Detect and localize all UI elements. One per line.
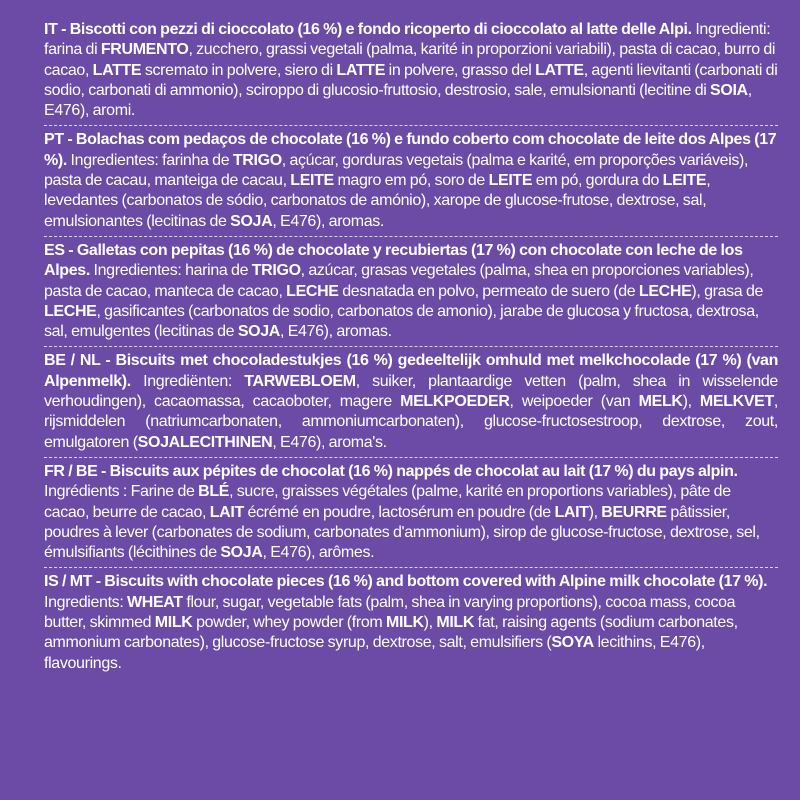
allergen: LECHE <box>44 302 97 320</box>
ingredient-text: Ingrédients : Farine de <box>44 483 199 501</box>
ingredient-text: , E476), aromas. <box>280 323 392 341</box>
ingredient-text: magro em pó, soro de <box>333 172 489 190</box>
ingredient-text: , agenti lievitanti (carbonati di sodio, carbonati di ammonio), sciroppo di glucosio-fruttosio, destrosio, sale, emulsionanti (lecitine di <box>44 61 778 99</box>
ingredient-text: ), grasa de <box>691 282 764 300</box>
allergen: SOIA <box>710 81 748 99</box>
allergen: SOJA <box>237 323 281 341</box>
allergen: LATTE <box>535 61 584 79</box>
ingredient-text: , sucre, graisses végétales (palme, karité en proportions variables), pâte de cacao, beurre de cacao, <box>44 483 731 521</box>
allergen: WHEAT <box>127 593 183 611</box>
ingredient-text: powder, whey powder (from <box>192 614 386 632</box>
allergen: LATTE <box>336 61 386 79</box>
ingredients-section-pt <box>44 125 778 235</box>
allergen: LEITE <box>662 172 707 190</box>
ingredient-text: , açúcar, gorduras vegetais (palma e karité, em proporções variáveis), pasta de cacau, manteiga de cacau, <box>44 151 749 190</box>
ingredient-text: , E476), arômes. <box>262 544 375 562</box>
ingredient-text: fat, raising agents (sodium carbonates, ammonium carbonates), glucose-fructose syrup, dextrose, salt, emulsifiers ( <box>44 614 738 652</box>
ingredient-text: , rijsmiddelen (natriumcarbonaten, ammoniumcarbonaten), glucose-fructosestroop, dextrose, zout, emulgatoren ( <box>44 393 778 451</box>
ingredient-text: scremato in polvere, siero di <box>141 61 337 79</box>
ingredient-text: , weipoeder (van <box>509 393 639 411</box>
ingredient-text: , E476), aroma's. <box>272 433 387 451</box>
ingredient-text: lecithins, E476), flavourings. <box>44 634 705 672</box>
ingredients-text <box>44 351 778 452</box>
ingredient-text: , zucchero, grassi vegetali (palma, karité in proporzioni variabili), pasta di cacao, burro di cacao, <box>44 41 776 79</box>
ingredients-text <box>44 572 778 673</box>
allergen: MELKPOEDER <box>400 393 510 411</box>
ingredients-text <box>44 20 778 121</box>
ingredient-text: Ingredienti: farina di <box>44 21 771 59</box>
allergen: BEURRE <box>601 503 667 521</box>
allergen: LATTE <box>92 61 142 79</box>
ingredient-text: Ingredientes: harina de <box>89 262 252 280</box>
ingredient-text: ), <box>423 614 437 632</box>
product-description: ES - Galletas con pepitas (16 %) de chocolate y recubiertas (17 %) con chocolate con leche de los Alpes. <box>44 241 743 280</box>
ingredient-text: ), <box>588 503 602 521</box>
allergen: MILK <box>436 614 475 632</box>
product-description: IS / MT - Biscuits with chocolate pieces (16 %) and bottom covered with Alpine milk chocolate (17 %). <box>44 573 768 591</box>
allergen: MELKVET <box>699 393 774 411</box>
allergen: LECHE <box>638 282 692 300</box>
allergen: MILK <box>385 614 424 632</box>
ingredients-text <box>44 130 778 231</box>
ingredient-text: , levedantes (carbonatos de sódio, carbonatos de amónio), xarope de glucose-frutose, dextrose, sal, emulsionantes (lecitinas de <box>44 172 711 230</box>
ingredient-text: , E476), aromi. <box>44 81 752 120</box>
ingredients-section-it <box>44 16 778 125</box>
allergen: MILK <box>154 614 193 632</box>
product-description: PT - Bolachas com pedaços de chocolate (16 %) e fundo coberto com chocolate de leite dos Alpes (17 %). <box>44 131 777 169</box>
allergen: FRUMENTO <box>100 41 189 59</box>
ingredient-text: , E476), aromas. <box>272 212 384 230</box>
ingredient-text: Ingredientes: farinha de <box>66 151 233 169</box>
ingredient-text: , gasificantes (carbonatos de sodio, carbonatos de amonio), jarabe de glucosa y fructosa, dextrosa, sal, emulgentes (lecitinas de <box>44 302 759 341</box>
ingredient-text: desnatada en polvo, permeato de suero (de <box>338 282 639 300</box>
ingredient-text: Ingrediënten: <box>130 372 245 390</box>
product-description: FR / BE - Biscuits aux pépites de chocolat (16 %) nappés de chocolat au lait (17 %) du pays alpin. <box>44 462 738 480</box>
ingredients-text <box>44 462 778 563</box>
ingredient-text: Ingredients: <box>44 593 128 611</box>
allergen: TRIGO <box>251 262 301 280</box>
allergen: TRIGO <box>232 151 282 169</box>
ingredients-text <box>44 241 778 342</box>
ingredient-text: ), <box>682 393 700 411</box>
allergen: SOJALECITHINEN <box>137 433 273 451</box>
allergen: LAIT <box>209 503 244 521</box>
ingredient-text: , suiker, plantaardige vetten (palm, shea in wisselende verhoudingen), cacaomassa, cacaoboter, magere <box>44 372 778 411</box>
allergen: MELK <box>638 393 683 411</box>
ingredient-text: flour, sugar, vegetable fats (palm, shea in varying proportions), cocoa mass, cocoa butter, skimmed <box>44 593 736 632</box>
ingredient-text: in polvere, grasso del <box>385 61 536 79</box>
allergen: SOJA <box>230 212 273 230</box>
allergen: TARWEBLOEM <box>244 372 356 390</box>
allergen: LAIT <box>554 503 589 521</box>
allergen: BLÉ <box>198 483 230 501</box>
product-description: IT - Biscotti con pezzi di cioccolato (16 %) e fondo ricoperto di cioccolato al latte delle Alpi. <box>44 21 692 38</box>
allergen: SOYA <box>551 634 594 652</box>
allergen: LEITE <box>488 172 533 190</box>
allergen: LECHE <box>286 282 339 300</box>
ingredients-section-be-nl <box>44 346 778 456</box>
ingredient-text: , azúcar, grasas vegetales (palma, shea en proporciones variables), pasta de cacao, manteca de cacao, <box>44 262 754 300</box>
ingredient-text: pâtissier, poudres à lever (carbonates de sodium, carbonates d'ammonium), sirop de glucose-fructose, dextrose, sel, émulsifiants (lécithines de <box>44 503 760 562</box>
allergen: SOJA <box>220 544 263 562</box>
ingredient-text: écrémé en poudre, lactosérum en poudre (de <box>243 503 555 521</box>
allergen: LEITE <box>290 172 334 190</box>
ingredients-section-fr-be <box>44 457 778 567</box>
product-description: BE / NL - Biscuits met chocoladestukjes (16 %) gedeeltelijk omhuld met melkchocolade (17 %) (van Alpenmelk). <box>44 352 778 390</box>
ingredients-section-es <box>44 236 778 346</box>
ingredients-section-is-mt <box>44 567 778 677</box>
ingredient-text: em pó, gordura do <box>532 172 663 190</box>
